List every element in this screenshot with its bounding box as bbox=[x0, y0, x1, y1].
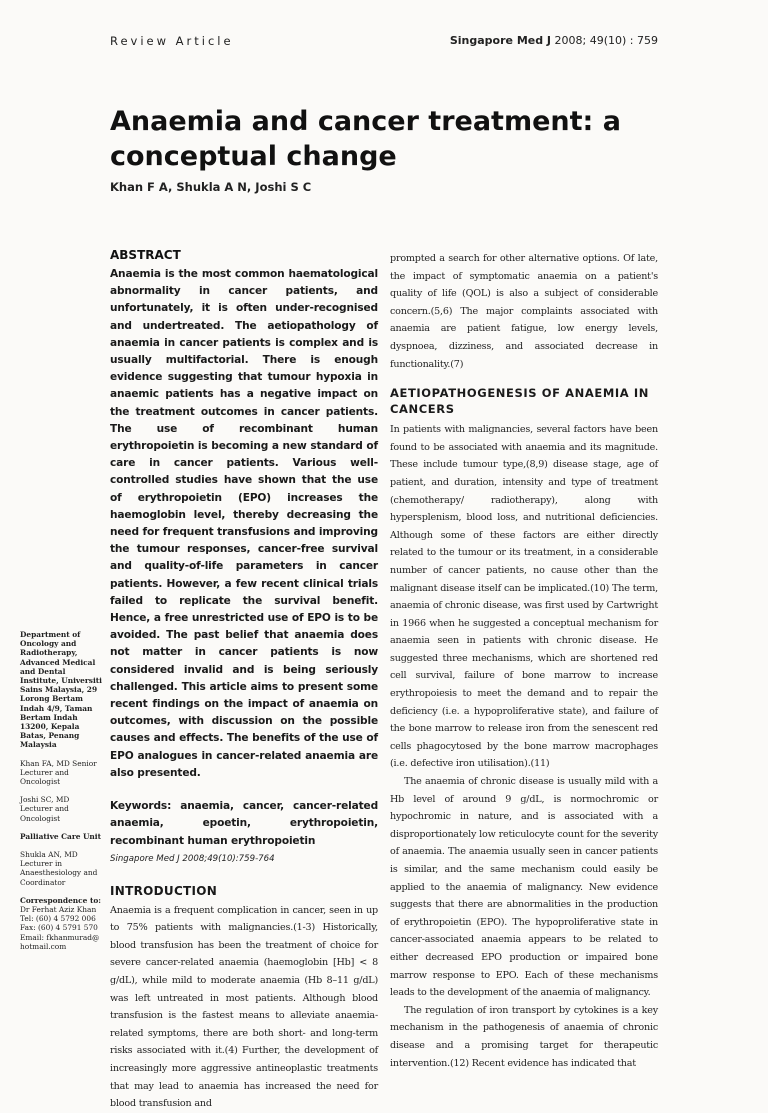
article-authors: Khan F A, Shukla A N, Joshi S C bbox=[110, 180, 312, 194]
author-shukla: Shukla AN, MD Lecturer in Anaesthesiology and Coordinator bbox=[20, 850, 98, 887]
correspondence-label: Correspondence to: bbox=[20, 895, 102, 905]
body-paragraph-1: prompted a search for other alternative options. Of late, the impact of symptomatic anaemia on a patient's quality of life (QOL) is also a subject of considerable concern.(5,6) The major complaints associated with anaemia are patient fatigue, low energy levels, dyspnoea, dizziness, and associated decrease in functionality.(7) bbox=[390, 253, 658, 370]
journal-reference bbox=[450, 34, 658, 47]
citation: Singapore Med J 2008;49(10):759-764 bbox=[110, 853, 275, 864]
author-joshi: Joshi SC, MD Lecturer and Oncologist bbox=[20, 795, 70, 823]
abstract-text: Anaemia is the most common haematological abnormality in cancer patients, and unfortunately, it is often under-recognised and undertreated. The aetiopathology of anaemia in cancer patients is complex and is usually multifactorial. There is enough evidence suggesting that tumour hypoxia in anaemic patients has a negative impact on the treatment outcomes in cancer patients. The use of recombinant human erythropoietin is becoming a new standard of care in cancer patients. Various well-controlled studies have shown that the use of erythropoietin (EPO) increases the haemoglobin level, thereby decreasing the need for frequent transfusions and improving the tumour responses, cancer-free survival and quality-of-life parameters in cancer patients. However, a few recent clinical trials failed to replicate the survival benefit. Hence, a free unrestricted use of EPO is to be avoided. The past belief that anaemia does not matter in cancer patients is now considered invalid and is being seriously challenged. This article aims to present some recent findings on the impact of anaemia on outcomes, with discussion on the possible causes and effects. The benefits of the use of EPO analogues in cancer-related anaemia are also presented. bbox=[110, 268, 378, 779]
body-paragraph-3: The anaemia of chronic disease is usually mild with a Hb level of around 9 g/dL, is normochromic or hypochromic in nature, and is associated with a disproportionately low reticulocyte count for the severity of anaemia. The anaemia usually seen in cancer patients is similar, and the same mechanism could easily be applied to the anaemia of malignancy. New evidence suggests that there are abnormalities in the production of erythropoietin (EPO). The hypoproliferative state in cancer-associated anaemia appears to be related to either decreased EPO production or impaired bone marrow response to EPO. Each of these mechanisms leads to the development of the anaemia of malignancy. bbox=[390, 776, 658, 999]
correspondence-details: Dr Ferhat Aziz Khan Tel: (60) 4 5792 006 Fax: (60) 4 5791 570 Email: fkhanmurad@ hotmail.com bbox=[20, 905, 100, 951]
body-paragraph-2: In patients with malignancies, several factors have been found to be associated with anaemia and its magnitude. These include tumour type,(8,9) disease stage, age of patient, and duration, intensity and type of treatment (chemotherapy/ radiotherapy), along with hypersplenism, blood loss, and nutritional deficiencies. Although some of these factors are either directly related to the tumour or its treatment, in a considerable number of cancer patients, no cause other than the malignant disease itself can be implicated.(10) The term, anaemia of chronic disease, was first used by Cartwright in 1966 when he suggested a conceptual mechanism for anaemia seen in patients with chronic disease. He suggested three mechanisms, which are shortened red cell survival, failure of bone marrow to increase erythropoiesis to meet the demand and to repair the deficiency (i.e. a hypoproliferative state), and failure of the bone marrow to release iron from the senescent red cells phagocytosed by the bone marrow macrophages (i.e. defective iron utilisation).(11) bbox=[390, 424, 658, 770]
journal-issue: 2008; 49(10) : 759 bbox=[554, 34, 658, 47]
article-title: Anaemia and cancer treatment: a conceptual change bbox=[110, 106, 621, 172]
palliative-unit: Palliative Care Unit bbox=[20, 831, 102, 841]
aetiopathogenesis-heading: AETIOPATHOGENESIS OF ANAEMIA IN CANCERS bbox=[390, 386, 649, 417]
left-column bbox=[110, 248, 378, 1113]
author-affiliation: Department of Oncology and Radiotherapy, Advanced Medical and Dental Institute, Universiti Sains Malaysia, 29 Lorong Bertam Indah 4/9, Taman Bertam Indah 13200, Kepala Batas, Penang Malaysia bbox=[20, 630, 102, 750]
keywords: Keywords: anaemia, cancer, cancer-related anaemia, epoetin, erythropoietin, recombinant human erythropoietin bbox=[110, 800, 378, 847]
introduction-paragraph: Anaemia is a frequent complication in cancer, seen in up to 75% patients with malignancies.(1-3) Historically, blood transfusion has been the treatment of choice for severe cancer-related anaemia (haemoglobin [Hb] < 8 g/dL), while mild to moderate anaemia (Hb 8–11 g/dL) was left untreated in most patients. Although blood transfusion is the fastest means to alleviate anaemia-related symptoms, there are both short- and long-term risks associated with it.(4) Further, the development of increasingly more aggressive antineoplastic treatments that may lead to anaemia has increased the need for blood transfusion and bbox=[110, 904, 378, 1110]
introduction-heading: INTRODUCTION bbox=[110, 883, 218, 898]
author-sidebar bbox=[20, 630, 104, 960]
section-label: Review Article bbox=[110, 34, 234, 48]
body-paragraph-4: The regulation of iron transport by cytokines is a key mechanism in the pathogenesis of anaemia of chronic disease and a promising target for therapeutic intervention.(12) Recent evidence has indicated that bbox=[390, 1004, 658, 1069]
author-khan: Khan FA, MD Senior Lecturer and Oncologist bbox=[20, 758, 97, 787]
journal-name: Singapore Med J bbox=[449, 34, 552, 47]
abstract-heading: ABSTRACT bbox=[110, 248, 181, 262]
right-column bbox=[390, 250, 658, 1072]
